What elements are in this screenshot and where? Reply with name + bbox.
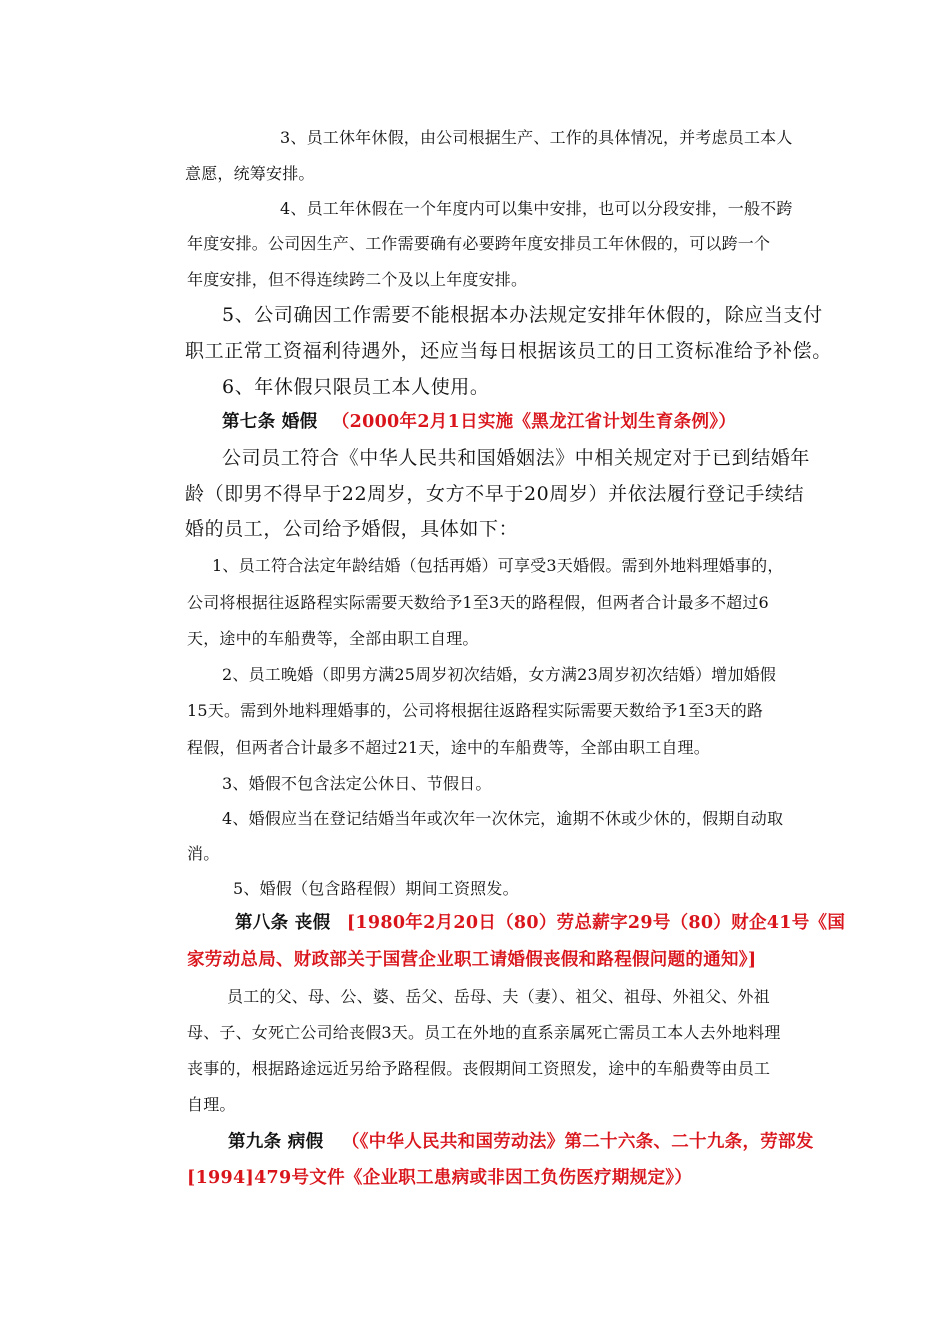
article7-item2-line3: 程假，但两者合计最多不超过21天，途中的车船费等，全部由职工自理。 <box>187 738 710 757</box>
article7-item2-line1: 2、员工晚婚（即男方满25周岁初次结婚，女方满23周岁初次结婚）增加婚假 <box>222 665 777 684</box>
article7-item3: 3、婚假不包含法定公休日、节假日。 <box>222 774 492 793</box>
article7-item1-line3: 天，途中的车船费等，全部由职工自理。 <box>187 629 479 648</box>
article7-item1-line2: 公司将根据往返路程实际需要天数给予1至3天的路程假，但两者合计最多不超过6 <box>187 593 769 612</box>
article8-heading-line1 <box>235 915 845 933</box>
article9-basis-line1: （《中华人民共和国劳动法》第二十六条、二十九条，劳部发 <box>341 1132 814 1152</box>
para5-line1: 5、公司确因工作需要不能根据本办法规定安排年休假的，除应当支付 <box>222 304 823 326</box>
article8-body-line3: 丧事的，根据路途远近另给予路程假。丧假期间工资照发，途中的车船费等由员工 <box>187 1059 771 1078</box>
article9-title: 第九条 病假 <box>228 1132 324 1152</box>
article9-basis-line2: [1994]479号文件《企业职工患病或非因工负伤医疗期规定》） <box>187 1168 693 1188</box>
article7-item2-line2: 15天。需到外地料理婚事的，公司将根据往返路程实际需要天数给予1至3天的路 <box>187 701 764 720</box>
article7-item4-line1: 4、婚假应当在登记结婚当年或次年一次休完，逾期不休或少休的，假期自动取 <box>222 809 784 828</box>
para6-line1: 6、年休假只限员工本人使用。 <box>222 376 490 398</box>
para4-line3: 年度安排，但不得连续跨二个及以上年度安排。 <box>187 270 528 289</box>
article8-body-line2: 母、子、女死亡公司给丧假3天。员工在外地的直系亲属死亡需员工本人去外地料理 <box>187 1023 781 1042</box>
para4-line1: 4、员工年休假在一个年度内可以集中安排，也可以分段安排，一般不跨 <box>280 199 793 218</box>
article8-basis-line2: 家劳动总局、财政部关于国营企业职工请婚假丧假和路程假问题的通知》] <box>187 950 757 970</box>
article8-body-line1: 员工的父、母、公、婆、岳父、岳母、夫（妻）、祖父、祖母、外祖父、外祖 <box>227 987 770 1006</box>
article7-intro-line2: 龄（即男不得早于22周岁，女方不早于20周岁）并依法履行登记手续结 <box>185 483 805 505</box>
article7-basis: （2000年2月1日实施《黑龙江省计划生育条例》） <box>331 412 737 432</box>
article7-intro-line1: 公司员工符合《中华人民共和国婚姻法》中相关规定对于已到结婚年 <box>222 447 811 469</box>
para4-line2: 年度安排。公司因生产、工作需要确有必要跨年度安排员工年休假的，可以跨一个 <box>187 234 771 253</box>
article7-heading <box>222 414 736 432</box>
article8-body-line4: 自理。 <box>187 1095 236 1114</box>
para3-line2: 意愿，统筹安排。 <box>185 164 315 183</box>
article7-item1-line1: 1、员工符合法定年龄结婚（包括再婚）可享受3天婚假。需到外地料理婚事的， <box>212 556 784 575</box>
article8-title: 第八条 丧假 <box>235 913 331 933</box>
article7-item5: 5、婚假（包含路程假）期间工资照发。 <box>233 879 519 898</box>
article7-intro-line3: 婚的员工，公司给予婚假，具体如下： <box>185 518 519 540</box>
article7-title: 第七条 婚假 <box>222 412 318 432</box>
para3-line1: 3、员工休年休假，由公司根据生产、工作的具体情况，并考虑员工本人 <box>280 128 793 147</box>
para5-line2: 职工正常工资福利待遇外，还应当每日根据该员工的日工资标准给予补偿。 <box>185 340 832 362</box>
article9-heading-line1 <box>228 1134 814 1152</box>
article7-item4-line2: 消。 <box>187 844 220 863</box>
article8-basis-line1: [1980年2月20日（80）劳总薪字29号（80）财企41号《国 <box>346 913 846 933</box>
